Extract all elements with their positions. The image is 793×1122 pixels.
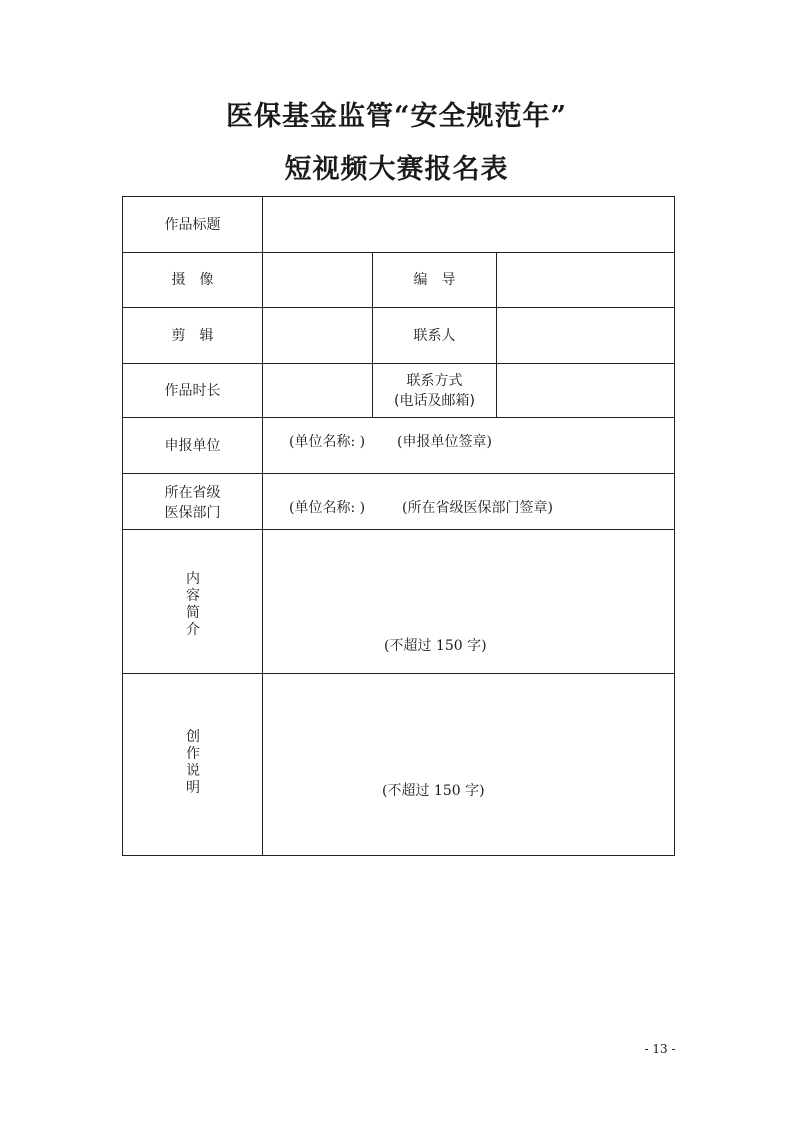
document-subtitle: 短视频大赛报名表: [284, 154, 509, 185]
provincial-dept-label: [123, 483, 262, 523]
creation-hint: (不超过 150 字): [382, 783, 485, 799]
provincial-dept-label-line1: 所在省级: [164, 485, 221, 501]
work-title-field[interactable]: [263, 197, 674, 252]
summary-hint: (不超过 150 字): [384, 638, 487, 654]
contact-method-label-line1: 联系方式: [406, 373, 463, 389]
page-number: - 13 -: [644, 1042, 676, 1056]
applicant-unit-label: 申报单位: [164, 438, 221, 454]
provincial-dept-seal: (所在省级医保部门签章): [402, 500, 553, 516]
provincial-unit-name: (单位名称: ): [289, 500, 366, 516]
director-field[interactable]: [497, 253, 674, 307]
work-title-label: 作品标题: [164, 217, 221, 233]
row-divider: [123, 417, 674, 418]
contact-method-label: [373, 371, 496, 411]
creation-field[interactable]: [263, 674, 674, 855]
provincial-dept-label-line2: 医保部门: [164, 505, 221, 521]
director-label: 编 导: [413, 272, 456, 288]
duration-field[interactable]: [263, 364, 372, 417]
camera-label: 摄 像: [171, 272, 214, 288]
applicant-unit-seal: (申报单位签章): [397, 434, 492, 450]
contact-person-label: 联系人: [413, 328, 456, 344]
summary-label: 内容简介: [186, 571, 200, 638]
applicant-unit-name: (单位名称: ): [289, 434, 366, 450]
row-divider: [123, 473, 674, 474]
contact-person-field[interactable]: [497, 308, 674, 363]
registration-form-table: [122, 196, 675, 856]
editing-label: 剪 辑: [171, 328, 214, 344]
creation-label: 创作说明: [186, 729, 200, 796]
editing-field[interactable]: [263, 308, 372, 363]
contact-method-field[interactable]: [497, 364, 674, 417]
camera-field[interactable]: [263, 253, 372, 307]
duration-label: 作品时长: [164, 383, 221, 399]
document-title: 医保基金监管“安全规范年”: [225, 101, 568, 132]
contact-method-label-line2: (电话及邮箱): [394, 393, 475, 409]
